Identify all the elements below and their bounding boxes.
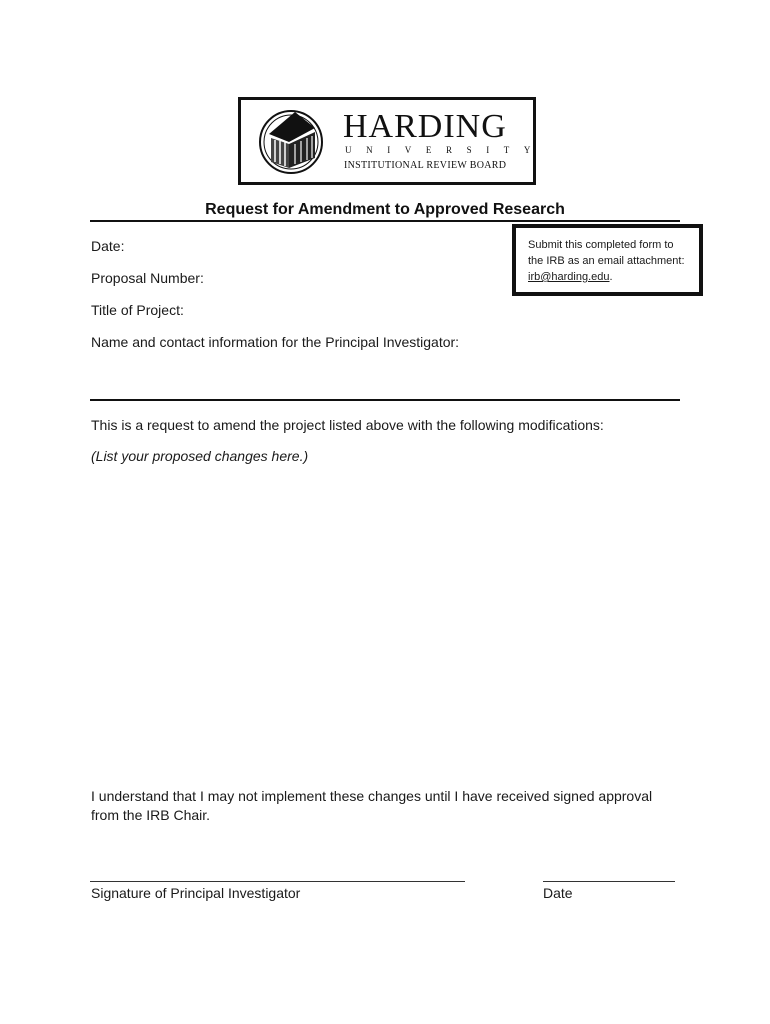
- logo-university-wordmark: UNIVERSITY: [345, 145, 545, 155]
- date-field-label: Date:: [91, 238, 125, 254]
- project-title-label: Title of Project:: [91, 302, 184, 318]
- title-rule: [90, 220, 680, 222]
- building-seal-icon: [255, 104, 327, 176]
- signature-label: Signature of Principal Investigator: [91, 885, 301, 901]
- proposal-number-label: Proposal Number:: [91, 270, 204, 286]
- logo-irb-wordmark: INSTITUTIONAL REVIEW BOARD: [344, 160, 507, 171]
- acknowledgement-text: I understand that I may not implement these changes until I have received signed approval from the IRB Chair.: [91, 788, 653, 823]
- irb-logo: [238, 97, 545, 185]
- section-rule: [90, 399, 680, 401]
- request-text: This is a request to amend the project listed above with the following modifications:: [91, 417, 604, 433]
- signature-line: [90, 881, 465, 882]
- pi-contact-label: Name and contact information for the Principal Investigator:: [91, 334, 460, 350]
- logo-harding-wordmark: HARDING: [343, 108, 507, 145]
- notice-text: Submit this completed form to the IRB as an email attachment:: [528, 239, 685, 267]
- changes-placeholder: (List your proposed changes here.): [91, 448, 309, 464]
- date-line: [543, 881, 675, 882]
- irb-email-link[interactable]: irb@harding.edu: [528, 271, 610, 283]
- notice-period: .: [609, 271, 613, 283]
- form-title: Request for Amendment to Approved Research: [205, 201, 565, 218]
- submission-notice: [512, 224, 703, 296]
- date-signature-label: Date: [543, 885, 573, 901]
